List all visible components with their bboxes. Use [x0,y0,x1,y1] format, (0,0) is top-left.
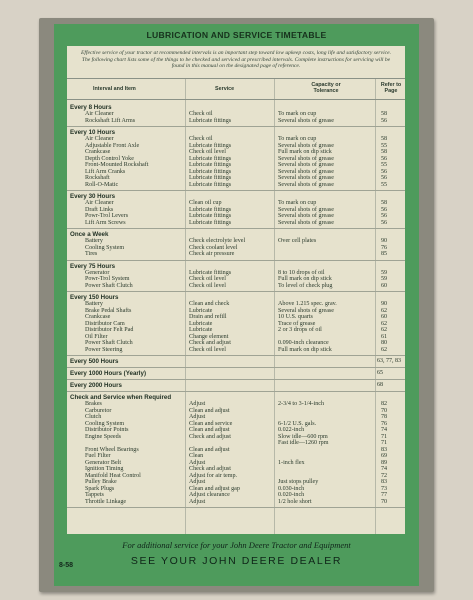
service-action: Clean and adjust [189,427,230,433]
form-code: 8-58 [59,562,74,569]
header-service: Service [215,86,235,92]
item-name: Brakes [85,401,102,407]
interval-group [67,380,405,392]
item-name: Distributor Felt Pad [85,327,134,333]
service-action: Check oil level [189,346,226,353]
capacity-value: 0.022-inch [278,427,305,433]
item-name: Manifold Heat Control [85,472,141,479]
service-action: Change element [189,333,229,340]
item-name: Draft Links [85,206,114,213]
page-ref: 62 [381,307,388,314]
service-action: Check electrolyte level [189,238,246,244]
table-body [67,102,405,508]
item-name: Brake Pedal Shafts [85,307,132,314]
service-timetable-panel [67,46,405,534]
page-ref: 76 [381,420,388,427]
page-ref: 82 [381,401,388,407]
item-name: Tappets [85,492,104,498]
service-action: Check and adjust [189,466,231,472]
capacity-value: To mark on cup [278,200,317,206]
capacity-value: Fast idle—1260 rpm [278,440,329,446]
capacity-value: To mark on cup [278,136,317,142]
service-action: Adjust for air temp. [189,472,238,479]
page-ref: 58 [381,200,388,206]
page-ref: 62 [381,327,388,333]
capacity-value: 2-3/4 to 3-1/4-inch [278,401,325,407]
service-action: Lubricate [189,320,213,327]
item-name: Engine Speeds [85,433,122,440]
service-action: Check coolant level [189,244,238,251]
capacity-value: Several shots of grease [278,155,335,162]
interval-title [67,129,405,136]
item-name: Generator Belt [85,459,122,466]
capacity-value: Over cell plates [278,238,317,244]
service-action: Adjust [189,414,206,420]
service-action: Clean and service [189,420,233,427]
item-name: Air Cleaner [85,200,114,206]
interval-title-text: Every 30 Hours [70,193,116,200]
service-action: Lubricate fittings [189,213,232,219]
service-action: Lubricate fittings [189,162,232,168]
table-header [67,78,405,100]
page-ref: 72 [381,472,388,479]
page-ref: 60 [381,282,388,289]
capacity-value: Several shots of grease [278,162,335,168]
page-ref: 89 [381,459,388,466]
header-capacity: Capacity or Tolerance [311,82,341,94]
item-name: Air Cleaner [85,136,114,142]
service-action: Adjust [189,479,206,485]
item-name: Depth Control Yoke [85,155,134,162]
capacity-value: Above 1.215 spec. grav. [278,301,337,307]
capacity-value: 8 to 10 drops of oil [278,269,325,276]
item-name: Front-Mounted Rockshaft [85,162,149,168]
capacity-value: Several shots of grease [278,142,335,149]
page-ref: 90 [381,238,388,244]
interval-title [67,193,405,200]
interval-title [67,394,405,401]
page-ref: 58 [381,111,388,117]
service-action: Adjust clearance [189,492,230,498]
page-ref: 56 [381,219,388,226]
service-action: Check oil level [189,282,226,289]
page-ref: 74 [381,466,388,472]
page-ref: 56 [381,117,388,124]
capacity-value: 0.090-inch clearance [278,340,329,346]
page-ref: 77 [381,492,388,498]
page-ref: 83 [381,446,388,453]
service-action: Lubricate [189,327,213,333]
interval-title-text: Every 10 Hours [70,129,116,136]
item-name: Adjustable Front Axle [85,142,140,149]
page-ref: 56 [381,168,388,175]
service-action: Clean and adjust gap [189,485,240,492]
page-ref: 56 [381,206,388,213]
item-name: Power Shaft Clutch [85,282,133,289]
page-ref: 55 [381,181,388,188]
item-name: Cooling System [85,420,125,427]
page-title: LUBRICATION AND SERVICE TIMETABLE [146,30,327,40]
capacity-value: Just stops pulley [278,479,319,485]
item-name: Powr-Trol System [85,276,130,282]
table-row [67,347,405,354]
service-action: Lubricate fittings [189,206,232,213]
footer-dealer: SEE YOUR JOHN DEERE DEALER [130,555,343,567]
capacity-value: Several shots of grease [278,206,335,213]
interval-title [67,370,405,377]
interval-title-text: Every 150 Hours [70,294,119,301]
page-ref: 58 [381,149,388,155]
service-action: Drain and refill [189,314,227,320]
capacity-value: Several shots of grease [278,219,335,226]
page-ref: 78 [381,414,388,420]
page-ref: 55 [381,142,388,149]
page-ref: 59 [381,269,388,276]
item-name: Air Cleaner [85,111,114,117]
service-action: Check and adjust [189,340,231,346]
page-ref: 85 [381,251,388,257]
service-action: Clean and adjust [189,407,230,414]
item-name: Roll-O-Matic [85,181,119,188]
item-name: Cooling System [85,244,125,251]
interval-title-text: Check and Service when Required [70,394,172,401]
page-ref: 80 [381,340,388,346]
capacity-value: 0.020-inch [278,492,305,498]
page-ref: 59 [381,276,388,282]
item-name: Oil Filter [85,333,108,340]
item-name: Battery [85,238,103,244]
item-name: Generator [85,269,110,276]
page-ref: 62 [381,346,388,353]
interval-title-text: Every 8 Hours [70,104,112,111]
item-name: Power Shaft Clutch [85,340,133,346]
item-name: Battery [85,301,103,307]
service-action: Check and adjust [189,433,231,440]
interval-title [67,231,405,238]
page-ref: 68 [377,382,383,388]
item-name: Ignition Timing [85,466,124,472]
page-ref: 63, 77, 83 [377,358,401,364]
service-action: Check oil [189,111,213,117]
service-action: Check oil level [189,149,226,155]
capacity-value: Several shots of grease [278,307,335,314]
capacity-value: 0.030-inch [278,485,305,492]
interval-group [67,261,405,293]
page-ref: 56 [381,213,388,219]
page-ref: 56 [381,155,388,162]
service-action: Lubricate [189,307,213,314]
table-row [67,220,405,227]
interval-group [67,292,405,356]
page-ref: 56 [381,175,388,181]
capacity-value: Trace of grease [278,320,316,327]
service-action: Check oil [189,136,213,142]
service-action: Lubricate fittings [189,175,232,181]
service-action: Adjust [189,498,206,505]
table-row [67,118,405,125]
item-name: Front Wheel Bearings [85,446,139,453]
page-ref: 76 [381,244,388,251]
capacity-value: Several shots of grease [278,213,335,219]
interval-group [67,368,405,380]
page-ref: 60 [381,314,388,320]
interval-title-text: Every 2000 Hours [70,382,122,389]
interval-title [67,263,405,270]
item-name: Tires [85,251,98,257]
service-action: Check air pressure [189,251,235,257]
table-row [67,182,405,189]
page-ref: 69 [381,453,388,459]
item-name: Fuel Filter [85,453,111,459]
capacity-value: Full mark on dip stick [278,149,332,155]
capacity-value: 1/2 hole short [278,498,312,505]
item-name: Rockshaft Lift Arms [85,117,136,124]
item-name: Rockshaft [85,175,110,181]
interval-title-text: Every 1000 Hours (Yearly) [70,370,147,377]
service-action: Clean oil cup [189,200,222,206]
capacity-value: 6-1/2 U.S. gals. [278,420,317,427]
interval-title [67,104,405,111]
page-ref: 58 [381,136,388,142]
service-action: Check oil level [189,276,226,282]
item-name: Powr-Trol Levers [85,213,129,219]
service-action: Clean and adjust [189,446,230,453]
page-ref: 65 [377,370,383,376]
interval-group [67,229,405,261]
service-action: Clean [189,453,204,459]
item-name: Distributor Points [85,427,129,433]
item-name: Carburetor [85,407,112,414]
service-action: Adjust [189,459,206,466]
item-name: Throttle Linkage [85,498,127,505]
service-action: Lubricate fittings [189,168,232,175]
capacity-value: Full mark on dip stick [278,346,332,353]
service-action: Clean and check [189,301,230,307]
page-ref: 70 [381,498,388,505]
page-ref: 90 [381,301,388,307]
capacity-value: To level of check plug [278,282,333,289]
capacity-value: Full mark on dip stick [278,276,332,282]
service-action: Lubricate fittings [189,269,232,276]
page-ref: 83 [381,479,388,485]
page-ref: 74 [381,427,388,433]
item-name: Lift Arm Cranks [85,168,126,175]
item-name: Crankcase [85,149,111,155]
capacity-value: Several shots of grease [278,117,335,124]
interval-group [67,392,405,508]
service-action: Adjust [189,401,206,407]
item-name: Clutch [85,414,102,420]
item-name: Pulley Brake [85,479,117,485]
service-action: Lubricate fittings [189,155,232,162]
page-ref: 73 [381,485,388,492]
capacity-value: 10 U.S. quarts [278,314,313,320]
page-ref: 62 [381,320,388,327]
interval-group [67,356,405,368]
page-ref: 55 [381,162,388,168]
item-name: Power Steering [85,346,123,353]
item-name: Crankcase [85,314,111,320]
interval-title [67,358,405,365]
interval-title [67,294,405,301]
capacity-value: Slow idle—600 rpm [278,433,328,440]
interval-title-text: Once a Week [70,231,109,238]
item-name: Lift Arm Screws [85,219,126,226]
interval-title [67,382,405,389]
capacity-value: Several shots of grease [278,168,335,175]
footer-note: For additional service for your John Deere Tractor and Equipment [122,540,351,550]
header-page: Refer to Page [380,82,402,94]
capacity-value: Several shots of grease [278,181,335,188]
capacity-value: 2 or 3 drops of oil [278,327,322,333]
capacity-value: 1-inch flex [278,459,305,466]
interval-title-text: Every 75 Hours [70,262,116,270]
service-action: Lubricate fittings [189,117,232,124]
interval-group [67,191,405,229]
service-action: Lubricate fittings [189,142,232,149]
interval-group [67,102,405,127]
capacity-value: Several shots of grease [278,175,335,181]
service-action: Lubricate fittings [189,181,232,188]
item-name: Spark Plugs [85,485,115,492]
table-row [67,251,405,258]
page-ref: 71 [381,433,388,440]
service-action: Lubricate fittings [189,219,232,226]
page-ref: 61 [381,333,388,340]
page-ref: 70 [381,407,388,414]
header-interval-item: Interval and Item [93,86,136,92]
interval-group [67,127,405,191]
page-ref: 71 [381,440,388,446]
capacity-value: To mark on cup [278,111,317,117]
table-row [67,499,405,506]
item-name: Distributor Cam [85,320,125,327]
intro-paragraph: Effective service of your tractor at recommended intervals is an important step toward low upkeep costs, long life and satisfactory service. The following chart lists some of the things to be checked and serviced at prescribed intervals. Complete instructions for servicing will be found in this manual on the designated page of reference. [81,50,391,70]
interval-title-text: Every 500 Hours [70,358,119,365]
table-row [67,283,405,290]
